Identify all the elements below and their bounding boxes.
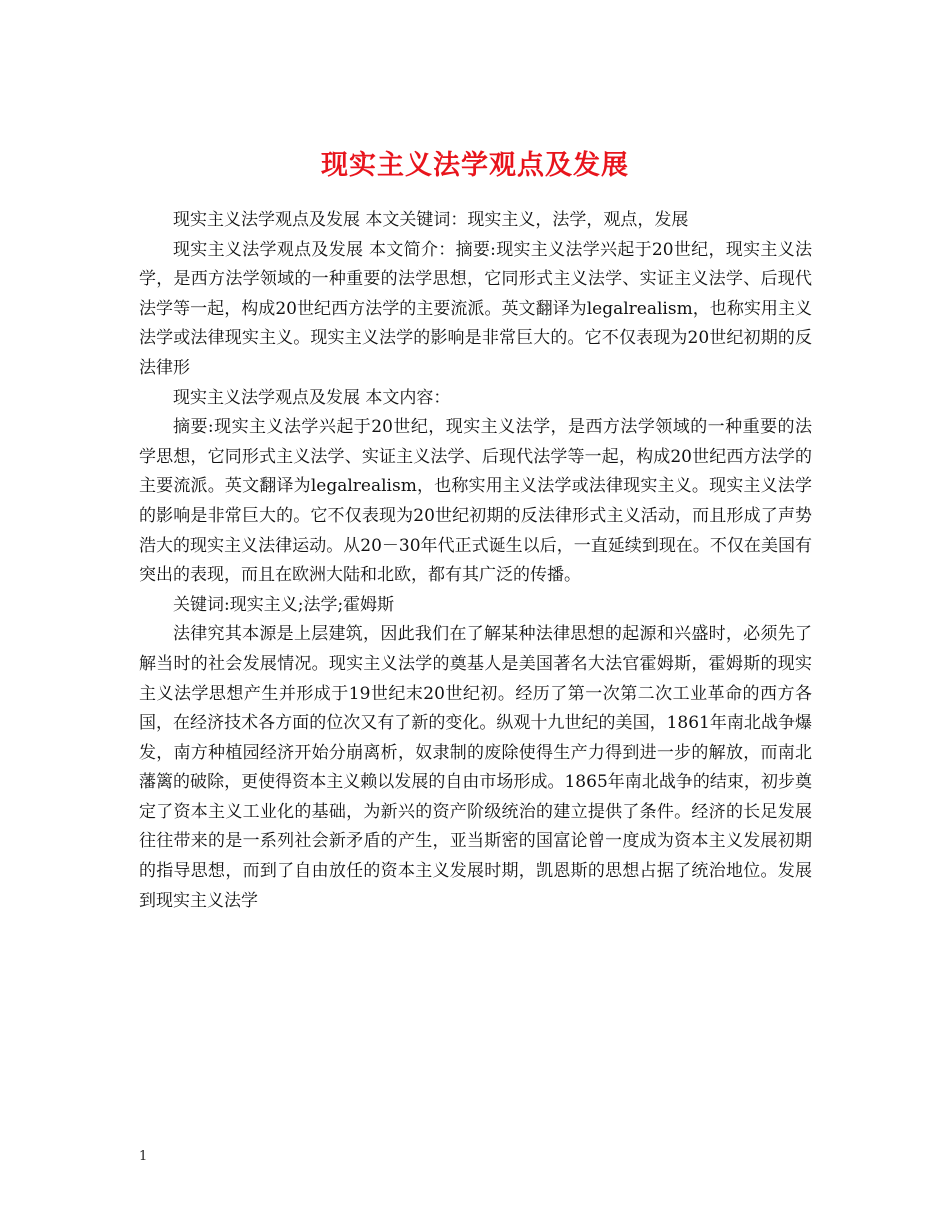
document-title: 现实主义法学观点及发展 <box>321 150 629 182</box>
paragraph-keywords: 关键词:现实主义;法学;霍姆斯 <box>173 594 395 615</box>
document-body <box>139 206 812 916</box>
paragraph-content-heading: 现实主义法学观点及发展 本文内容： <box>173 387 451 408</box>
paragraph-abstract: 摘要:现实主义法学兴起于20世纪，现实主义法学，是西方法学领域的一种重要的法学思想，它同形式主义法学、实证主义法学、后现代法学等一起，构成20世纪西方法学的主要流派。英文翻译为legalrealism，也称实用主义法学或法律现实主义。现实主义法学的影响是非常巨大的。它不仅表现为20世纪初期的反法律形式主义活动，而且形成了声势浩大的现实主义法律运动。从20－30年代正式诞生以后，一直延续到现在。不仅在美国有突出的表现，而且在欧洲大陆和北欧，都有其广泛的传播。 <box>139 417 812 586</box>
paragraph-main-body: 法律究其本源是上层建筑，因此我们在了解某种法律思想的起源和兴盛时，必须先了解当时的社会发展情况。现实主义法学的奠基人是美国著名大法官霍姆斯，霍姆斯的现实主义法学思想产生并形成于19世纪末20世纪初。经历了第一次第二次工业革命的西方各国，在经济技术各方面的位次又有了新的变化。纵观十九世纪的美国，1861年南北战争爆发，南方种植园经济开始分崩离析，奴隶制的废除使得生产力得到进一步的解放，而南北藩篱的破除，更使得资本主义赖以发展的自由市场形成。1865年南北战争的结束，初步奠定了资本主义工业化的基础，为新兴的资产阶级统治的建立提供了条件。经济的长足发展往往带来的是一系列社会新矛盾的产生，亚当斯密的国富论曾一度成为资本主义发展初期的指导思想，而到了自由放任的资本主义发展时期，凯恩斯的思想占据了统治地位。发展到现实主义法学 <box>139 624 812 911</box>
paragraph-keywords-line: 现实主义法学观点及发展 本文关键词：现实主义，法学，观点，发展 <box>173 210 689 230</box>
paragraph-summary: 现实主义法学观点及发展 本文简介：摘要:现实主义法学兴起于20世纪，现实主义法学，是西方法学领域的一种重要的法学思想，它同形式主义法学、实证主义法学、后现代法学等一起，构成20世纪西方法学的主要流派。英文翻译为legalrealism，也称实用主义法学或法律现实主义。现实主义法学的影响是非常巨大的。它不仅表现为20世纪初期的反法律形 <box>139 239 812 378</box>
page-number: 1 <box>139 1149 148 1164</box>
